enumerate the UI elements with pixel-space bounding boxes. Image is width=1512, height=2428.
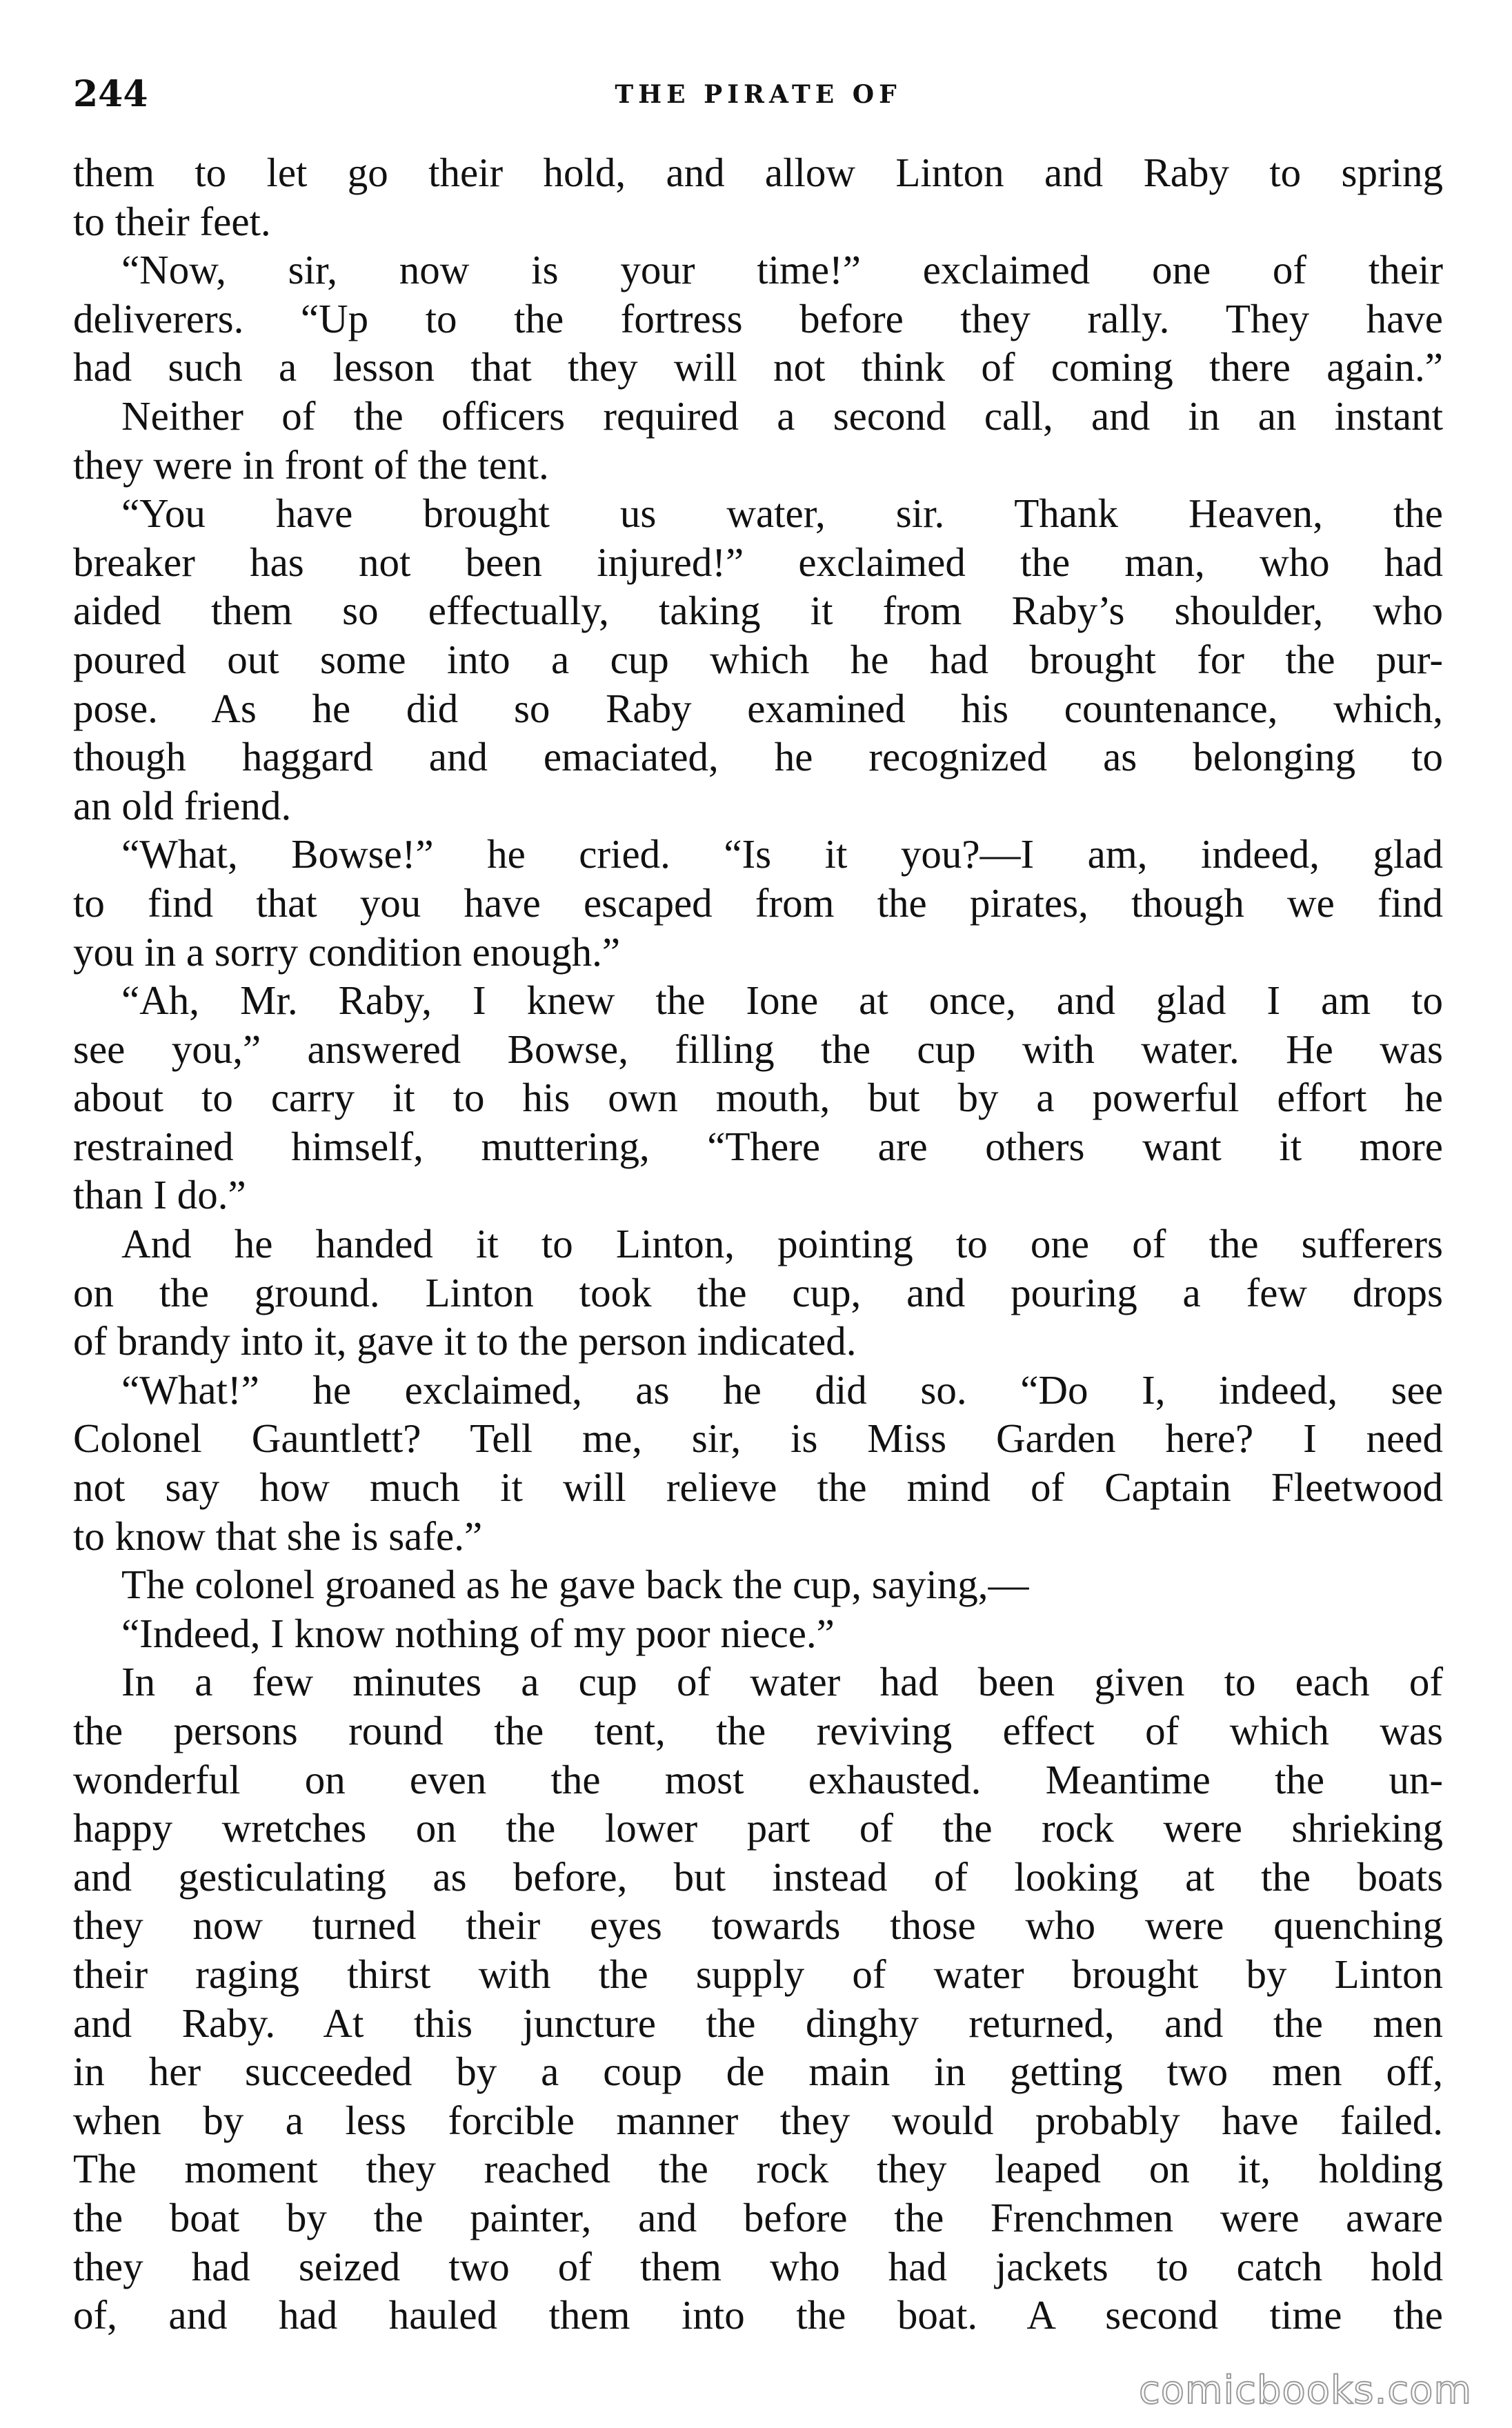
text-line: on the ground. Linton took the cup, and pouring a few drops (73, 1269, 1443, 1315)
body-text (73, 148, 1443, 2340)
text-line: aided them so effectually, taking it from Raby’s shoulder, who (73, 588, 1443, 634)
text-line: The moment they reached the rock they leaped on it, holding (73, 2146, 1443, 2192)
text-line: “What!” he exclaimed, as he did so. “Do I, indeed, see (121, 1366, 1443, 1413)
text-line: they now turned their eyes towards those who were quenching (73, 1902, 1443, 1949)
text-line: in her succeeded by a coup de main in getting two men off, (73, 2049, 1443, 2095)
text-line: and gesticulating as before, but instead of looking at the boats (73, 1853, 1443, 1900)
text-line: restrained himself, muttering, “There are others want it more (73, 1123, 1443, 1169)
watermark-logo: comicbooks.com (1138, 2368, 1472, 2413)
text-line: of, and had hauled them into the boat. A second time the (73, 2292, 1443, 2338)
page-number: 244 (73, 73, 148, 115)
text-line: “You have brought us water, sir. Thank Heaven, the (121, 490, 1443, 537)
text-line: happy wretches on the lower part of the rock were shrieking (73, 1805, 1443, 1851)
text-line: to find that you have escaped from the pirates, though we find (73, 879, 1443, 926)
text-line: not say how much it will relieve the mind of Captain Fleetwood (73, 1464, 1443, 1511)
text-line: you in a sorry condition enough.” (73, 928, 621, 975)
text-line: wonderful on even the most exhausted. Meantime the un- (73, 1756, 1443, 1802)
text-line: though haggard and emaciated, he recognized as belonging to (73, 734, 1443, 780)
text-line: they had seized two of them who had jackets to catch hold (73, 2243, 1443, 2289)
running-title: THE PIRATE OF (615, 80, 902, 109)
text-line: than I do.” (73, 1172, 246, 1218)
text-line: “Indeed, I know nothing of my poor niece.” (121, 1610, 835, 1656)
text-line: breaker has not been injured!” exclaimed the man, who had (73, 539, 1443, 585)
text-line: And he handed it to Linton, pointing to one of the sufferers (121, 1221, 1443, 1267)
running-header (73, 70, 1443, 119)
text-line: had such a lesson that they will not think of coming there again.” (73, 344, 1443, 390)
text-line: and Raby. At this juncture the dinghy returned, and the men (73, 2000, 1443, 2046)
text-line: see you,” answered Bowse, filling the cup with water. He was (73, 1026, 1443, 1072)
text-line: about to carry it to his own mouth, but by a powerful effort he (73, 1075, 1443, 1121)
text-line: “Ah, Mr. Raby, I knew the Ione at once, and glad I am to (121, 977, 1443, 1024)
text-line: to know that she is safe.” (73, 1513, 483, 1559)
text-line: an old friend. (73, 782, 292, 828)
text-line: their raging thirst with the supply of water brought by Linton (73, 1951, 1443, 1997)
text-line: The colonel groaned as he gave back the cup, saying,— (121, 1562, 1029, 1608)
text-line: pose. As he did so Raby examined his countenance, which, (73, 685, 1443, 731)
text-line: In a few minutes a cup of water had been given to each of (121, 1659, 1443, 1705)
text-line: deliverers. “Up to the fortress before they rally. They have (73, 295, 1443, 341)
text-line: to their feet. (73, 198, 271, 244)
text-line: of brandy into it, gave it to the person indicated. (73, 1318, 857, 1364)
text-line: the boat by the painter, and before the Frenchmen were aware (73, 2194, 1443, 2240)
text-line: them to let go their hold, and allow Linton and Raby to spring (73, 150, 1443, 195)
text-line: they were in front of the tent. (73, 441, 549, 488)
text-line: the persons round the tent, the reviving effect of which was (73, 1708, 1443, 1753)
text-line: Colonel Gauntlett? Tell me, sir, is Miss Garden here? I need (73, 1415, 1443, 1462)
text-line: when by a less forcible manner they would probably have failed. (73, 2097, 1443, 2143)
text-line: “What, Bowse!” he cried. “Is it you?—I am, indeed, glad (121, 831, 1443, 877)
text-line: “Now, sir, now is your time!” exclaimed one of their (121, 247, 1443, 293)
text-line: poured out some into a cup which he had brought for the pur- (73, 636, 1443, 682)
text-line: Neither of the officers required a second call, and in an instant (121, 392, 1443, 439)
